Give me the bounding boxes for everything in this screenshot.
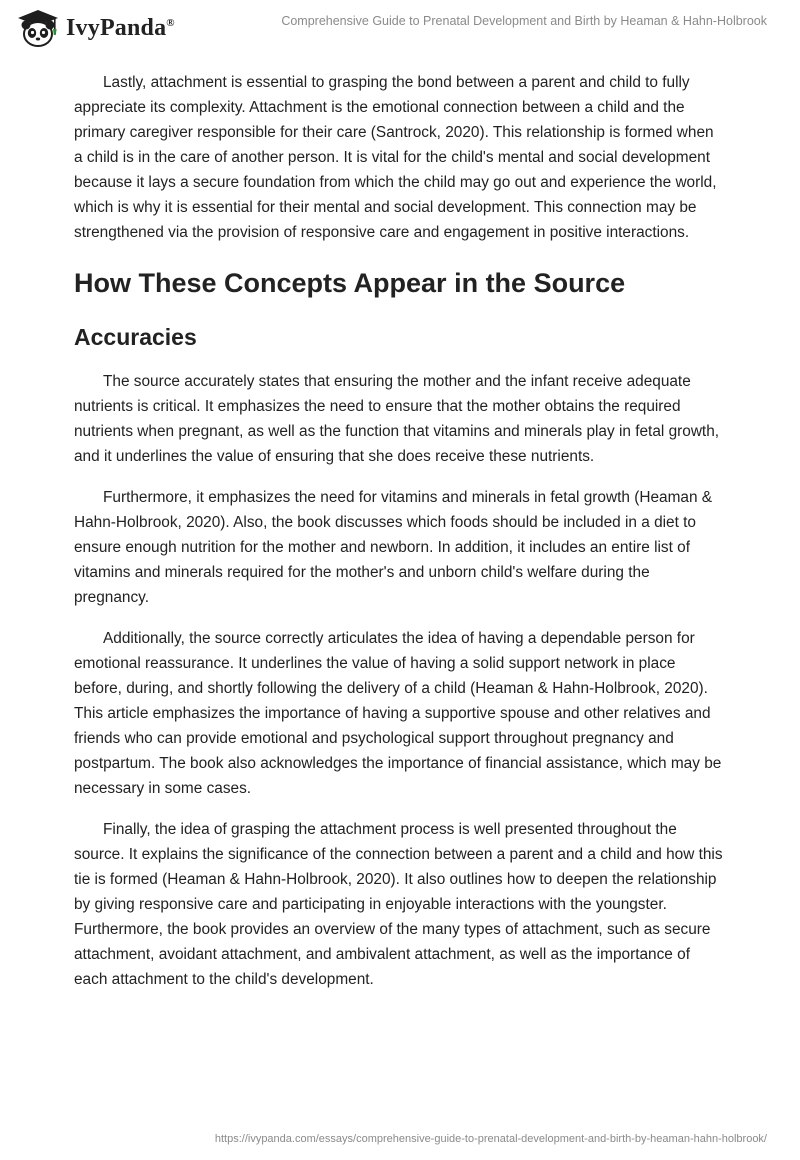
section-heading: How These Concepts Appear in the Source bbox=[74, 268, 626, 298]
intro-paragraph: Lastly, attachment is essential to grasping the bond between a parent and child to fully appreciate its complexity. Attachment is the emotional connection between a child and the primary caregiver responsible for their care (Santrock, 2020). This relationship is formed when a child is in the care of another person. It is vital for the child's mental and social development because it lays a secure foundation from which the child may go out and experience the world, which is why it is essential for their mental and social development. This connection may be strengthened via the provision of responsive care and engagement in positive interactions. bbox=[74, 74, 717, 241]
brand-logo[interactable] bbox=[16, 8, 175, 48]
paragraph: Finally, the idea of grasping the attachment process is well presented throughout the source. It explains the significance of the connection between a parent and a child and how this tie is formed (Heaman & Hahn-Holbrook, 2020). It also outlines how to deepen the relationship by giving responsive care and participating in enjoyable interactions with the youngster. Furthermore, the book provides an overview of the many types of attachment, such as secure attachment, avoidant attachment, and ambivalent attachment, as well as the importance of each attachment to the child's development. bbox=[74, 821, 723, 988]
essay-body bbox=[74, 70, 724, 1008]
brand-name: IvyPanda® bbox=[66, 14, 175, 41]
page-header bbox=[0, 0, 800, 60]
document-title: Comprehensive Guide to Prenatal Development and Birth by Heaman & Hahn-Holbrook bbox=[281, 14, 767, 28]
panda-graduate-icon bbox=[16, 8, 60, 48]
paragraph: The source accurately states that ensuring the mother and the infant receive adequate nutrients is critical. It emphasizes the need to ensure that the mother obtains the required nutrients when pregnant, as well as the function that vitamins and minerals play in fetal growth, and it underlines the value of ensuring that she does receive these nutrients. bbox=[74, 373, 720, 465]
source-url[interactable]: https://ivypanda.com/essays/comprehensive-guide-to-prenatal-development-and-birth-by-heaman-hahn-holbrook/ bbox=[214, 1133, 767, 1145]
paragraph: Furthermore, it emphasizes the need for vitamins and minerals in fetal growth (Heaman & Hahn-Holbrook, 2020). Also, the book discusses which foods should be included in a diet to ensure enough nutrition for the mother and newborn. In addition, it includes an entire list of vitamins and minerals required for the mother's and unborn child's welfare during the pregnancy. bbox=[74, 489, 713, 606]
paragraph: Additionally, the source correctly articulates the idea of having a dependable person for emotional reassurance. It underlines the value of having a solid support network in place before, during, and shortly following the delivery of a child (Heaman & Hahn-Holbrook, 2020). This article emphasizes the importance of having a supportive spouse and other relatives and friends who can provide emotional and psychological support throughout pregnancy and postpartum. The book also acknowledges the importance of financial assistance, which may be necessary in some cases. bbox=[74, 630, 722, 797]
subsection-heading: Accuracies bbox=[74, 324, 197, 350]
